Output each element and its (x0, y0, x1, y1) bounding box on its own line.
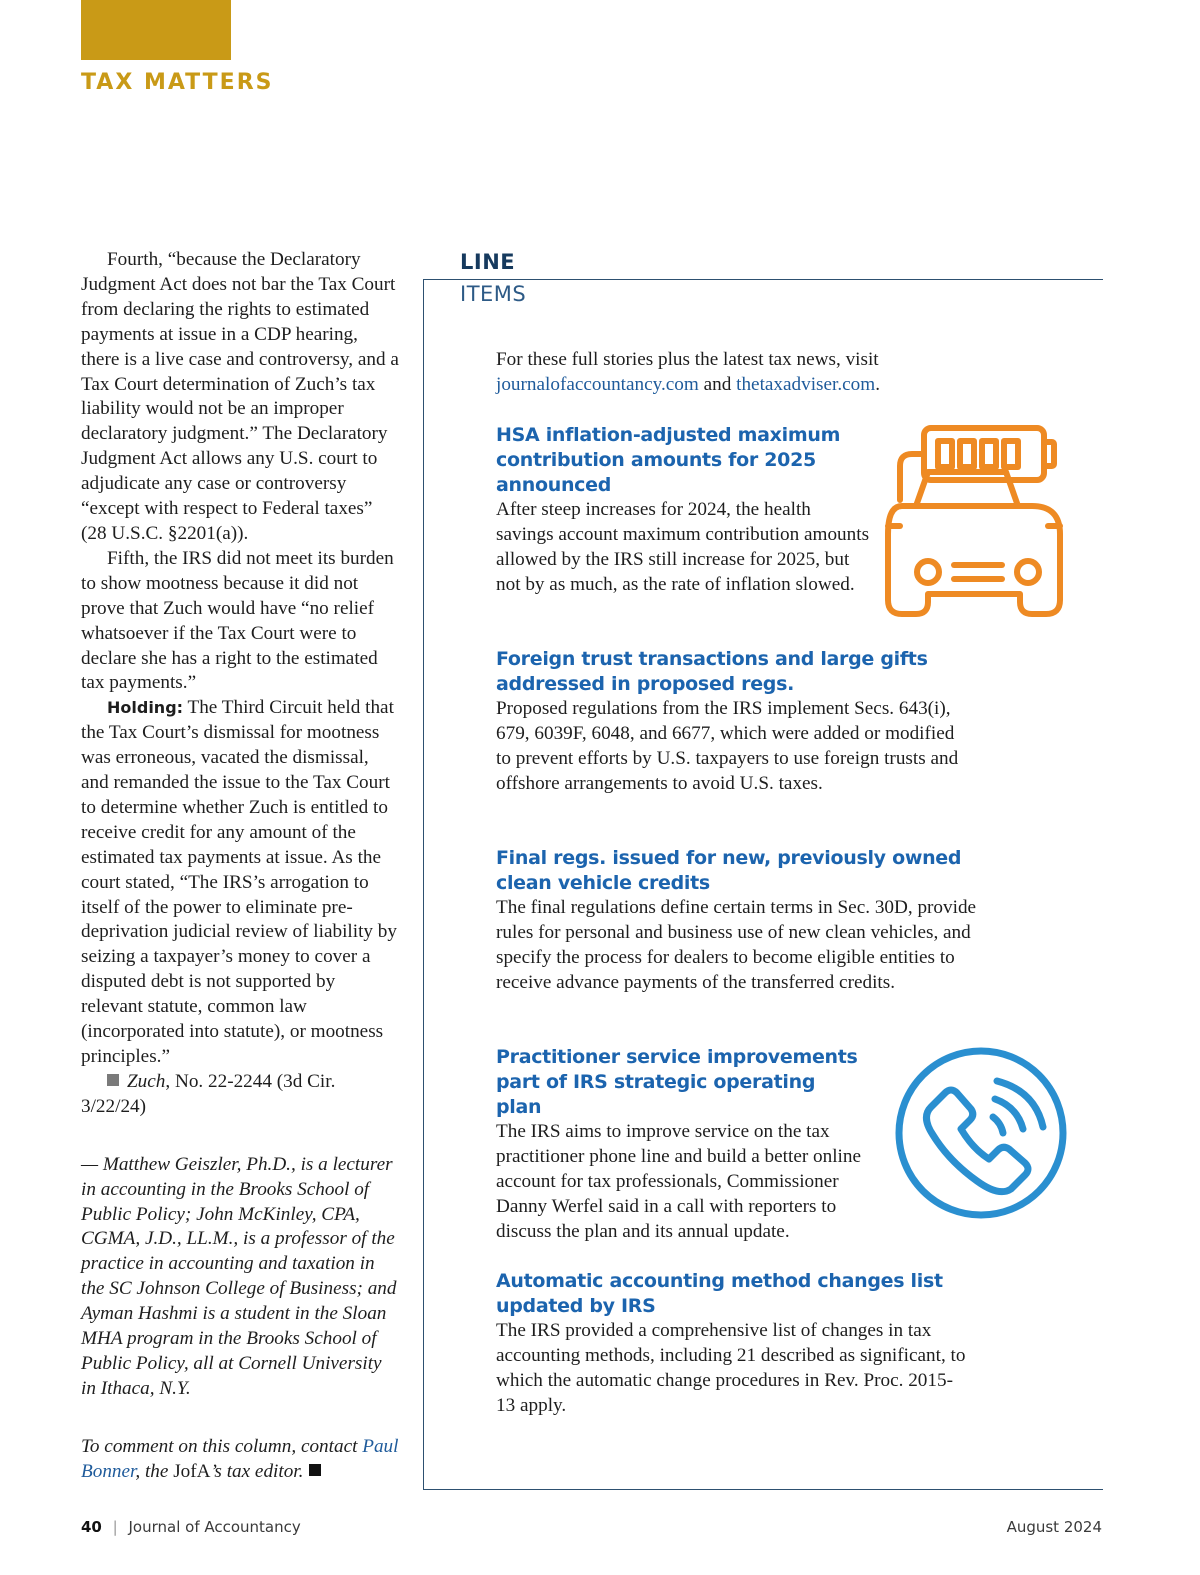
page-number: 40 (81, 1518, 102, 1536)
story-hsa (496, 423, 871, 598)
case-citation-rest: , No. 22-2244 (3d Cir. 3/22/24) (81, 1070, 336, 1117)
footer-left (81, 1518, 301, 1536)
intro-period: . (875, 373, 880, 395)
section-label: TAX MATTERS (81, 70, 274, 95)
line-items-subtitle: ITEMS (460, 282, 527, 306)
story-accounting-methods (496, 1269, 966, 1419)
line-items-intro (496, 348, 966, 398)
story-headline[interactable]: Automatic accounting method changes list updated by IRS (496, 1270, 943, 1317)
publication-abbrev: JofA (173, 1460, 211, 1482)
story-body: The final regulations define certain terms in Sec. 30D, provide rules for personal and business use of new clean vehicles, and specify the process for dealers to become eligible entities to receive advance payments of the transferred credits. (496, 897, 977, 993)
story-body: Proposed regulations from the IRS implement Secs. 643(i), 679, 6039F, 6048, and 6677, which were added or modified to prevent efforts by U.S. taxpayers to use foreign trusts and offshore arrangements to avoid U.S. taxes. (496, 698, 959, 794)
footer-separator: | (112, 1518, 118, 1536)
intro-text: For these full stories plus the latest tax news, visit (496, 349, 879, 370)
story-headline[interactable]: HSA inflation-adjusted maximum contribution amounts for 2025 announced (496, 424, 841, 496)
footer-date: August 2024 (1006, 1518, 1102, 1536)
author-bio: — Matthew Geiszler, Ph.D., is a lecturer in accounting in the Brooks School of Public Policy; John McKinley, CPA, CGMA, J.D., LL.M., is a professor of the practice in accounting and taxation in the SC Johnson College of Business; and Ayman Hashmi is a student in the Sloan MHA program in the Brooks School of Public Policy, all at Cornell University in Ithaca, N.Y. (81, 1153, 397, 1399)
story-practitioner-service (496, 1045, 866, 1245)
square-bullet-icon (107, 1074, 119, 1086)
story-headline[interactable]: Practitioner service improvements part of IRS strategic operating plan (496, 1046, 858, 1118)
paragraph-fifth: Fifth, the IRS did not meet its burden to show mootness because it did not prove that Zuch would have “no relief whatsoever if the Tax Court were to declare she has a right to the estimated tax payments.” (81, 547, 394, 694)
line-items-title: LINE (460, 250, 516, 274)
comment-text-mid: , the (135, 1460, 174, 1482)
electric-car-charging-icon (882, 422, 1072, 627)
editor-link[interactable]: Paul Bonner (81, 1435, 399, 1482)
footer-publication: Journal of Accountancy (128, 1518, 301, 1536)
phone-call-icon (893, 1045, 1069, 1221)
story-body: The IRS aims to improve service on the tax practitioner phone line and build a better online account for tax professionals, Commissioner Danny Werfel said in a call with reporters to discuss the plan and its annual update. (496, 1121, 861, 1242)
end-mark-icon (309, 1464, 321, 1476)
comment-text-end: ’s tax editor. (210, 1460, 304, 1482)
holding-label: Holding: (107, 698, 184, 718)
holding-text: The Third Circuit held that the Tax Court’s dismissal for mootness was erroneous, vacated the dismissal, and remanded the issue to the Tax Court to determine whether Zuch is entitled to receive credit for any amount of the estimated tax payments at issue. As the court stated, “The IRS’s arrogation to itself of the power to eliminate pre-deprivation judicial review of liability by seizing a taxpayer’s money to cover a disputed debt is not supported by relevant statute, common law (incorporated into statute), or mootness principles.” (81, 697, 397, 1067)
comment-text: To comment on this column, contact (81, 1435, 363, 1457)
story-body: After steep increases for 2024, the health savings account maximum contribution amounts allowed by the IRS still increase for 2025, but not by as much, as the rate of inflation slowed. (496, 499, 870, 595)
jofa-link[interactable]: journalofaccountancy.com (496, 373, 699, 395)
story-headline[interactable]: Final regs. issued for new, previously owned clean vehicle credits (496, 847, 962, 894)
paragraph-fourth: Fourth, “because the Declaratory Judgment Act does not bar the Tax Court from declaring the rights to estimated payments at issue in a CDP hearing, there is a live case and controversy, and a Tax Court determination of Zuch’s tax liability would not be an improper declaratory judgment.” The Declaratory Judgment Act allows any U.S. court to adjudicate any case or controversy “except with respect to Federal taxes” (28 U.S.C. §2201(a)). (81, 249, 399, 544)
story-clean-vehicle (496, 846, 981, 996)
case-citation (81, 1070, 399, 1120)
story-foreign-trust (496, 647, 966, 797)
article-column (81, 248, 399, 1485)
section-color-tab (81, 0, 231, 60)
case-name: Zuch (127, 1070, 166, 1092)
taxadviser-link[interactable]: thetaxadviser.com (736, 373, 876, 395)
paragraph-holding (81, 696, 399, 1070)
story-body: The IRS provided a comprehensive list of changes in tax accounting methods, including 21 described as significant, to which the automatic change procedures in Rev. Proc. 2015-13 apply. (496, 1320, 966, 1416)
comment-note (81, 1435, 399, 1485)
story-headline[interactable]: Foreign trust transactions and large gifts addressed in proposed regs. (496, 648, 928, 695)
intro-and: and (698, 373, 737, 395)
